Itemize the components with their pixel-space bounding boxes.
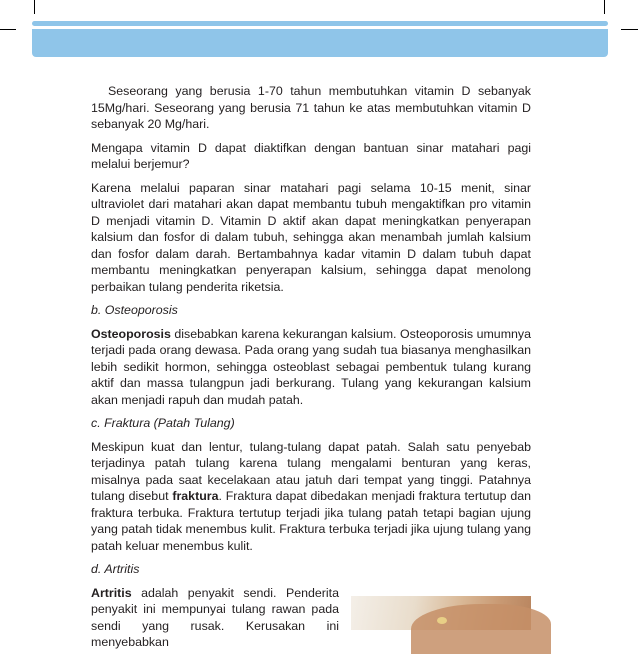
osteoporosis-text: disebabkan karena kekurangan kalsium. Osteoporosis umumnya terjadi pada orang dewasa. Pada orang yang sudah tua biasanya menghasilkan lebih sedikit hormon, sehingga osteoblast sebagai pembentuk tulang kurang aktif dan massa tulangpun jadi berkurang. Tulang yang kekurangan kalsium akan menjadi rapuh dan mudah patah.: [91, 326, 531, 407]
header-band: [32, 29, 608, 57]
crop-mark: [604, 0, 605, 14]
crop-mark: [34, 0, 35, 14]
fraktura-paragraph: [91, 439, 531, 555]
arthritis-hand-photo: [351, 596, 531, 630]
page-content: [91, 83, 531, 658]
vitamin-d-dosage-paragraph: Seseorang yang berusia 1-70 tahun membutuhkan vitamin D sebanyak 15Mg/hari. Seseorang yang berusia 71 tahun ke atas membutuhkan vitamin D sebanyak 20 Mg/hari.: [91, 84, 531, 131]
crop-mark: [0, 29, 16, 30]
question-paragraph: Mengapa vitamin D dapat diaktifkan dengan bantuan sinar matahari pagi melalui berjemur?: [91, 140, 531, 171]
artritis-heading: d. Artritis: [91, 562, 140, 576]
osteoporosis-paragraph: [91, 326, 531, 409]
artritis-text: adalah penyakit sendi. Penderita penyakit ini mempunyai tulang rawan pada sendi yang rusak. Kerusakan ini menyebabkan: [91, 585, 339, 649]
fraktura-heading: c. Fraktura (Patah Tulang): [91, 416, 235, 430]
answer-paragraph: Karena melalui paparan sinar matahari pagi selama 10-15 menit, sinar ultraviolet dari matahari akan dapat membantu tubuh mengaktifkan pro vitamin D menjadi vitamin D. Vitamin D aktif akan dapat meningkatkan penyerapan kalsium dan fosfor di dalam tubuh, sehingga akan menambah jumlah kalsium dan fosfor dalam darah. Bertambahnya kadar vitamin D dalam tubuh dapat membantu meningkatkan penyerapan kalsium, sehingga dapat menolong perbaikan tulang penderita riketsia.: [91, 180, 531, 294]
hand-shape: [411, 604, 551, 654]
crop-mark: [621, 29, 638, 30]
fraktura-text-after: . Fraktura dapat dibedakan menjadi fraktura tertutup dan fraktura terbuka. Fraktura tertutup terjadi jika tulang patah tetapi bagian ujung yang patah tidak menembus kulit. Fraktura terbuka terjadi jika ujung tulang yang patah keluar menembus kulit.: [91, 489, 531, 553]
fraktura-term: fraktura: [172, 489, 219, 503]
osteoporosis-heading: b. Osteoporosis: [91, 303, 178, 317]
fraktura-text-before: Meskipun kuat dan lentur, tulang-tulang dapat patah. Salah satu penyebab terjadinya patah tulang karena tulang mengalami benturan yang keras, misalnya pada saat kecelakaan atau jatuh dari tempat yang tinggi. Patahnya tulang disebut: [91, 439, 531, 503]
artritis-term: Artritis: [91, 585, 132, 600]
ring-shape: [437, 617, 447, 624]
artritis-paragraph: [91, 585, 339, 651]
osteoporosis-term: Osteoporosis: [91, 326, 171, 341]
header-band-thin: [32, 21, 608, 26]
